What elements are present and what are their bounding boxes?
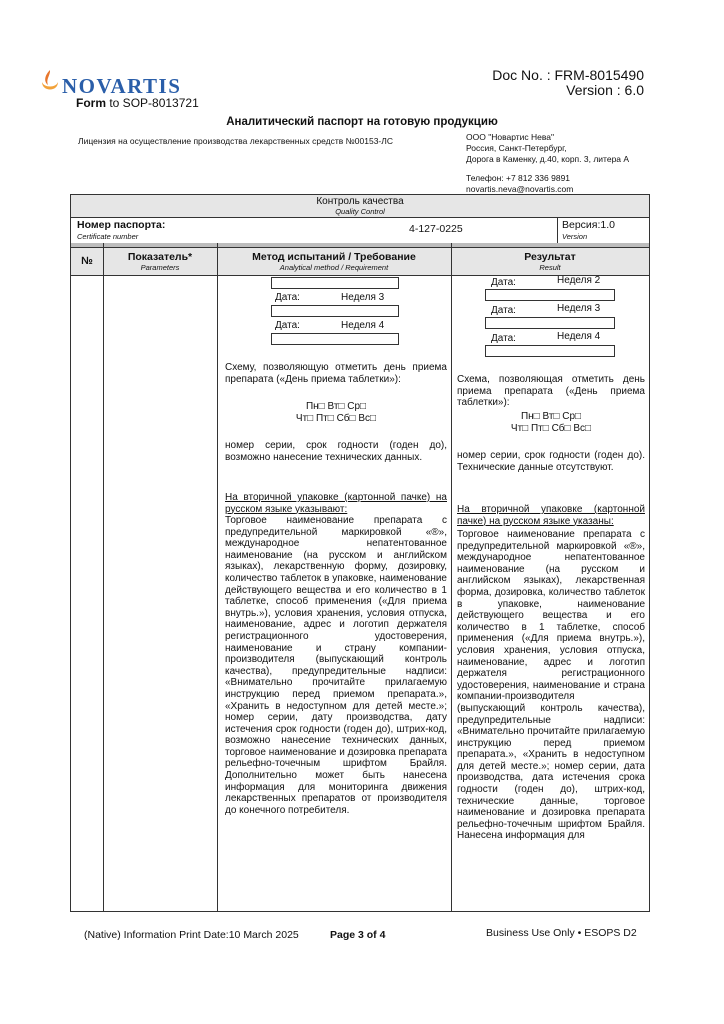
quality-control-table: Контроль качества Quality Control Номер паспорта: Certificate number 4-127-0225 Версия:1.0 Version № Показатель* Parameters Метод испытаний / Требование Analytical method / Requirement Результат Result Дата: Неделя 3 Дата: Неделя 4 Схему, позволяющую отметить день приема препарата («День приема таблетки»): Пн□ Вт□ Ср□ Чт□ Пт□ Сб□ Вс□ номер серии, срок годности (годен до), возможно нанесение технических данных. На вторичной упаковке (картонной пачке) на русском языке указывают: Торговое наименование препарата с предупредительной маркировкой «®», международное непатентованное наименование (на русском и английском языках), лекарственную форму, дозировку, количество таблеток в упаковке, наименование действующего вещества и его количество в 1 таблетке, способ применения («Для приема внутрь.»), условия хранения, условия отпуска, наименование, адрес и логотип держателя регистрационного удостоверения, наименование и страну компании-производителя (выпускающий контроль качества), предупредительные надписи: «Внимательно прочитайте прилагаемую инструкцию перед приемом препарата.», «Хранить в недоступном для детей месте.»; номер серии, дату производства, дату истечения срок годности (годен до), штрих-код, возможно нанесение технических данных, торговое наименование и дозировка препарата рельефно-точечным шрифтом Брайля. Дополнительно может быть нанесена информация для мониторинга движения лекарственных препаратов от производителя до конечного потребителя. Дата: Неделя 2 Дата: Неделя 3 Дата: Неделя 4 Схема, позволяющая отметить день приема препарата («День приема таблетки»): Пн□ Вт□ Ср□ Чт□ Пт□ Сб□ Вс□ номер серии, срок годности (годен до). Технические данные отсутствуют. На вторичной упаковке (картонной пачке) на русском языке указаны: Торговое наименование препарата с предупредительной маркировкой «®», международное непатентованное наименование (на русском и английском языках), лекарственная форма, дозировка, количество таблеток в упаковке, наименование действующего вещества и его количество в 1 таблетке, способ применения («Для приема внутрь.»), условия хранения, условия отпуска, наименование, адрес и логотип держателя регистрационного удостоверения, наименование и страна компании-производителя (выпускающий контроль качества), предупредительные надписи: «Внимательно прочитайте прилагаемую инструкцию перед приемом препарата.», «Хранить в недоступном для детей месте.»; номер серии, дата производства, дата истечения срока годности (годен до), штрих-код, технические данные, торговое наименование и дозировка препарата рельефно-точечным шрифтом Брайля. Нанесена информация для <box>70 194 650 912</box>
classification: Business Use Only • ESOPS D2 <box>486 927 637 939</box>
form-reference: Form to SOP-8013721 <box>76 96 199 110</box>
result-scheme: Схема, позволяющая отметить день приема препарата («День приема таблетки»): <box>457 374 645 409</box>
result-days-1: Пн□ Вт□ Ср□ <box>520 411 582 422</box>
method-secondary-body: Торговое наименование препарата с предупредительной маркировкой «®», международное непатентованное наименование (на русском и английском языках), лекарственную форму, дозировку, количество таблеток в упаковке, наименование действующего вещества и его количество в 1 таблетке, способ применения («Для приема внутрь.»), условия хранения, условия отпуска, наименование, адрес и логотип держателя регистрационного удостоверения, наименование и страну компании-производителя (выпускающий контроль качества), предупредительные надписи: «Внимательно прочитайте прилагаемую инструкцию перед приемом препарата.», «Хранить в недоступном для детей месте.»; номер серии, дату производства, дату истечения срок годности (годен до), штрих-код, возможно нанесение технических данных, торговое наименование и дозировка препарата рельефно-точечным шрифтом Брайля. Дополнительно может быть нанесена информация для мониторинга движения лекарственных препаратов от производителя до конечного потребителя. <box>225 515 447 816</box>
certificate-label: Номер паспорта: <box>77 219 166 231</box>
method-days-2: Чт□ Пт□ Сб□ Вс□ <box>295 413 377 424</box>
result-secondary-heading: На вторичной упаковке (картонной пачке) на русском языке указаны: <box>457 504 645 527</box>
company-contacts <box>466 173 573 195</box>
license-text: Лицензия на осуществление производства лекарственных средств №00153-ЛС <box>78 136 393 146</box>
page-number: Page 3 of 4 <box>330 929 386 941</box>
result-secondary-body: Торговое наименование препарата с предупредительной маркировкой «®», международное непатентованное наименование (на русском и английском языках), лекарственная форма, дозировка, количество таблеток в упаковке, наименование действующего вещества и его количество в 1 таблетке, способ применения («Для приема внутрь.»), условия хранения, условия отпуска, наименование, адрес и логотип держателя регистрационного удостоверения, наименование и страна компании-производителя (выпускающий контроль качества), предупредительные надписи: «Внимательно прочитайте прилагаемую инструкцию перед приемом препарата.», «Хранить в недоступном для детей месте.»; номер серии, дата производства, дата истечения срока годности (годен до), штрих-код, технические данные, торговое наименование и дозировка препарата рельефно-точечным шрифтом Брайля. Нанесена информация для <box>457 529 645 842</box>
method-scheme: Схему, позволяющую отметить день приема препарата («День приема таблетки»): <box>225 362 447 385</box>
result-days-2: Чт□ Пт□ Сб□ Вс□ <box>510 423 592 434</box>
certificate-version: Версия:1.0 <box>562 219 615 231</box>
method-days-1: Пн□ Вт□ Ср□ <box>305 401 367 412</box>
method-batch: номер серии, срок годности (годен до), возможно нанесение технических данных. <box>225 440 447 463</box>
flame-logo-icon <box>40 68 60 98</box>
col-result-header: Результат Result <box>524 251 576 272</box>
document-number-block <box>492 68 644 98</box>
brand-name: NOVARTIS <box>62 74 182 98</box>
doc-version: Version : 6.0 <box>566 82 644 98</box>
company-address: ООО "Новартис Нева" Россия, Санкт-Петербург, Дорога в Каменку, д.40, корп. 3, литера А <box>466 132 630 164</box>
method-secondary-heading: На вторичной упаковке (картонной пачке) на русском языке указывают: <box>225 492 447 515</box>
doc-no: Doc No. : FRM-8015490 <box>492 67 644 83</box>
col-method-header: Метод испытаний / Требование Analytical method / Requirement <box>252 251 416 272</box>
certificate-row: Номер паспорта: Certificate number 4-127-0225 Версия:1.0 Version <box>71 217 649 244</box>
phone: Телефон: +7 812 336 9891 <box>466 173 571 183</box>
col-parameter-header: Показатель* Parameters <box>127 251 193 272</box>
page-title: Аналитический паспорт на готовую продукцию <box>226 116 498 128</box>
qc-header: Контроль качества Quality Control <box>71 195 649 218</box>
email: novartis.neva@novartis.com <box>466 184 574 194</box>
certificate-number: 4-127-0225 <box>409 223 463 235</box>
result-batch: номер серии, срок годности (годен до). Технические данные отсутствуют. <box>457 450 645 473</box>
col-no-header: № <box>81 255 93 267</box>
print-info: (Native) Information Print Date:10 March 2025 <box>84 929 299 941</box>
